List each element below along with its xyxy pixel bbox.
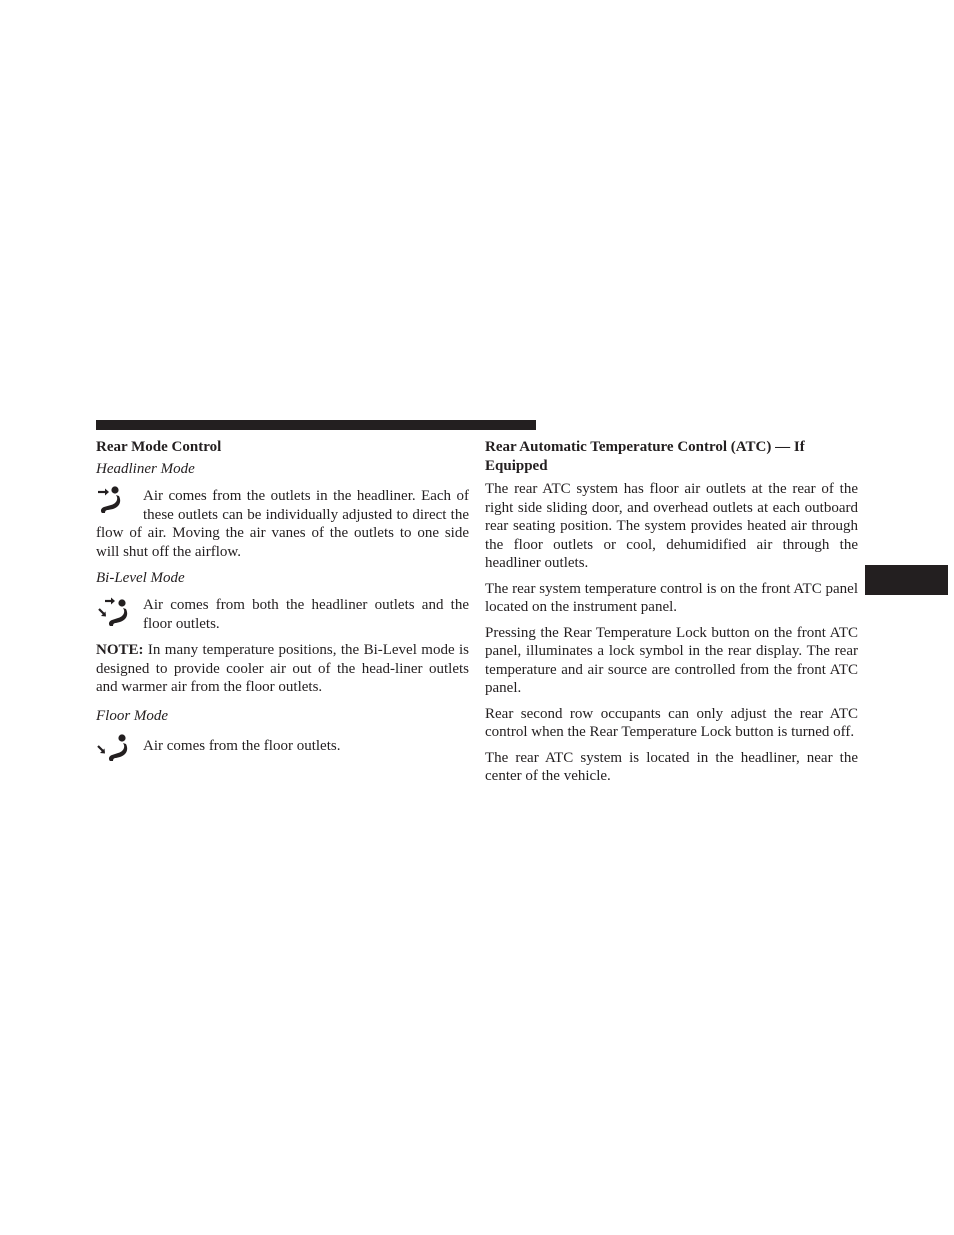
left-column (96, 438, 469, 777)
rear-atc-paragraph-1: The rear ATC system has floor air outlets at the rear of the right side sliding door, and overhead outlets at each outboard rear seating position. The system provides heated air through the floor outlets or cool, dehumidified air through the headliner outlets. (485, 481, 858, 571)
floor-mode-icon (96, 733, 130, 767)
rear-atc-paragraph-4: Rear second row occupants can only adjust the rear ATC control when the Rear Temperature Lock button is turned off. (485, 705, 858, 740)
floor-mode-heading: Floor Mode (96, 707, 169, 724)
rear-atc-paragraph-5: The rear ATC system is located in the headliner, near the center of the vehicle. (485, 749, 858, 784)
headliner-mode-text: Air comes from the outlets in the headliner. Each of these outlets can be individually adjusted to direct the flow of air. Moving the air vanes of the outlets to one side will shut off the airflow. (96, 488, 469, 560)
headliner-mode-block (96, 484, 469, 561)
right-column (485, 438, 858, 793)
floor-mode-block (96, 731, 469, 769)
note-text: In many temperature positions, the Bi-Level mode is designed to provide cooler air out of the head-liner outlets and warmer air from the floor outlets. (96, 642, 469, 695)
rear-mode-control-heading: Rear Mode Control (96, 439, 222, 455)
rear-atc-paragraph-3: Pressing the Rear Temperature Lock button on the front ATC panel, illuminates a lock symbol in the rear display. The rear temperature and air source are controlled from the front ATC panel. (485, 624, 858, 696)
headliner-mode-heading: Headliner Mode (96, 461, 195, 477)
headliner-mode-icon (96, 484, 130, 518)
bilevel-mode-heading: Bi-Level Mode (96, 570, 185, 586)
chapter-side-tab (865, 565, 948, 595)
bilevel-mode-text: Air comes from both the headliner outlets and the floor outlets. (143, 597, 469, 632)
bilevel-mode-block (96, 593, 469, 633)
note-label: NOTE: (96, 642, 144, 658)
section-top-rule (96, 420, 536, 430)
rear-atc-heading: Rear Automatic Temperature Control (ATC) — If Equipped (485, 439, 805, 474)
bilevel-note (96, 641, 469, 697)
rear-atc-paragraph-2: The rear system temperature control is on the front ATC panel located on the instrument panel. (485, 580, 858, 615)
floor-mode-text: Air comes from the floor outlets. (143, 737, 341, 754)
bilevel-mode-icon (96, 595, 130, 629)
